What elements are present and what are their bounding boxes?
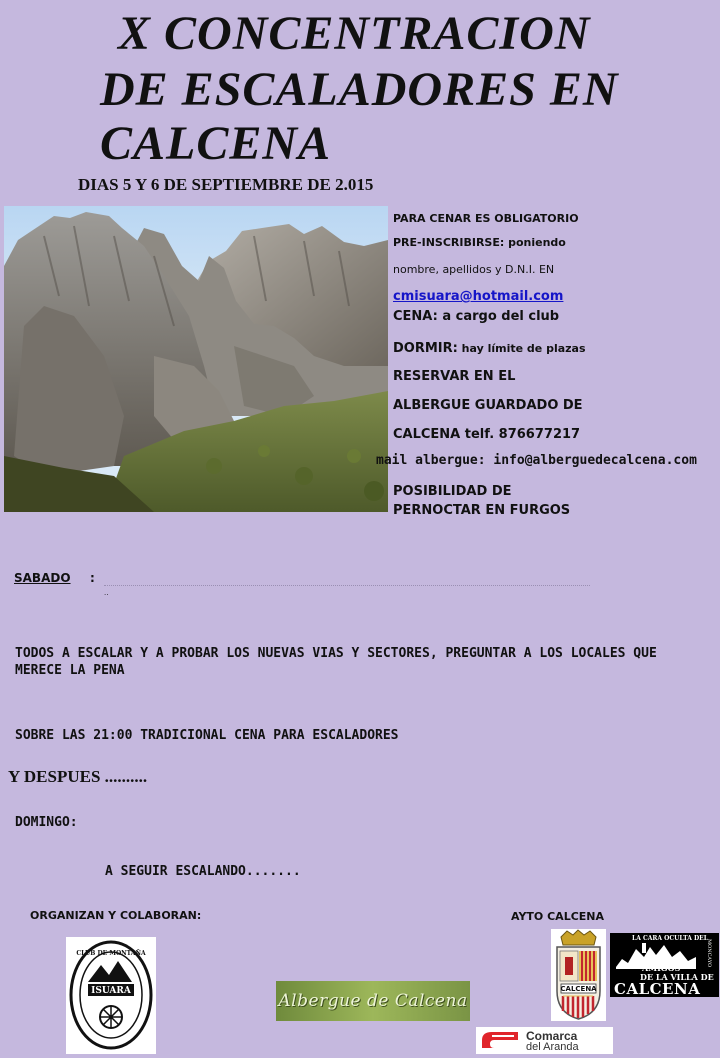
ayto-label: AYTO CALCENA: [511, 910, 605, 923]
sabado-marks: ..: [104, 589, 109, 597]
comarca-aranda-logo: [476, 1027, 613, 1054]
isuara-name: ISUARA: [91, 986, 131, 996]
organizan-label: ORGANIZAN Y COLABORAN:: [30, 909, 202, 922]
isuara-logo: [66, 937, 156, 1054]
limite-text: hay límite de plazas: [457, 342, 586, 355]
amigos-side-text: MONCAYO: [706, 939, 712, 968]
calcena-coat-of-arms: [551, 929, 606, 1021]
pernoctar-text: PERNOCTAR EN FURGOS: [393, 503, 571, 518]
dormir-label: DORMIR:: [393, 341, 458, 356]
domingo-label: DOMINGO:: [15, 815, 78, 830]
amigos-calcena-logo: [610, 933, 719, 997]
cena-club-text: CENA: a cargo del club: [393, 309, 560, 324]
title-line-2: DE ESCALADORES EN: [100, 63, 619, 116]
amigos-line-3: CALCENA: [614, 980, 701, 998]
reservar-text: RESERVAR EN EL: [393, 369, 516, 384]
cena-obligatorio-text: PARA CENAR ES OBLIGATORIO: [393, 212, 579, 225]
poniendo-text: poniendo: [504, 236, 566, 249]
preinscribirse-label: PRE-INSCRIBIRSE:: [393, 236, 505, 249]
comarca-mark-icon: [480, 1031, 520, 1049]
calcena-telf-text: CALCENA telf. 876677217: [393, 427, 581, 442]
sabado-label: SABADO: [14, 571, 71, 585]
cliffs-photo: [4, 206, 388, 512]
nombre-text: nombre, apellidos y D.N.I. EN: [393, 263, 555, 276]
comarca-line-2: del Aranda: [526, 1041, 579, 1053]
title-line-1: X CONCENTRACION: [118, 7, 591, 60]
comarca-line-1: Comarca: [526, 1029, 578, 1043]
amigos-line-1: AMIGOS: [642, 963, 681, 973]
sabado-cena-text: SOBRE LAS 21:00 TRADICIONAL CENA PARA ESCALADORES: [15, 728, 399, 743]
albergue-text: ALBERGUE GUARDADO DE: [393, 398, 583, 413]
title-line-3: CALCENA: [100, 117, 332, 170]
dormir-text: [393, 341, 586, 356]
sabado-paragraph: TODOS A ESCALAR Y A PROBAR LOS NUEVAS VIAS Y SECTORES, PREGUNTAR A LOS LOCALES QUE MERECE LA PENA: [15, 646, 657, 678]
mail-albergue-text: mail albergue: info@alberguedecalcena.com: [376, 453, 697, 468]
posibilidad-text: POSIBILIDAD DE: [393, 484, 512, 499]
amigos-line-2: DE LA VILLA DE: [640, 972, 714, 982]
preinscribirse-text: [393, 236, 566, 249]
sabado-dotted-line: [104, 585, 590, 586]
despues-text: Y DESPUES ..........: [8, 767, 148, 786]
event-dates: DIAS 5 Y 6 DE SEPTIEMBRE DE 2.015: [78, 175, 374, 194]
domingo-text: A SEGUIR ESCALANDO.......: [105, 864, 301, 879]
amigos-top-text: LA CARA OCULTA DEL: [632, 935, 708, 942]
isuara-ring-text: CLUB DE MONTAÑA: [76, 950, 146, 957]
escudo-label: CALCENA: [560, 985, 597, 993]
email-link[interactable]: cmisuara@hotmail.com: [393, 289, 564, 304]
albergue-logo: Albergue de Calcena: [276, 981, 470, 1021]
sabado-colon: :: [90, 571, 95, 585]
